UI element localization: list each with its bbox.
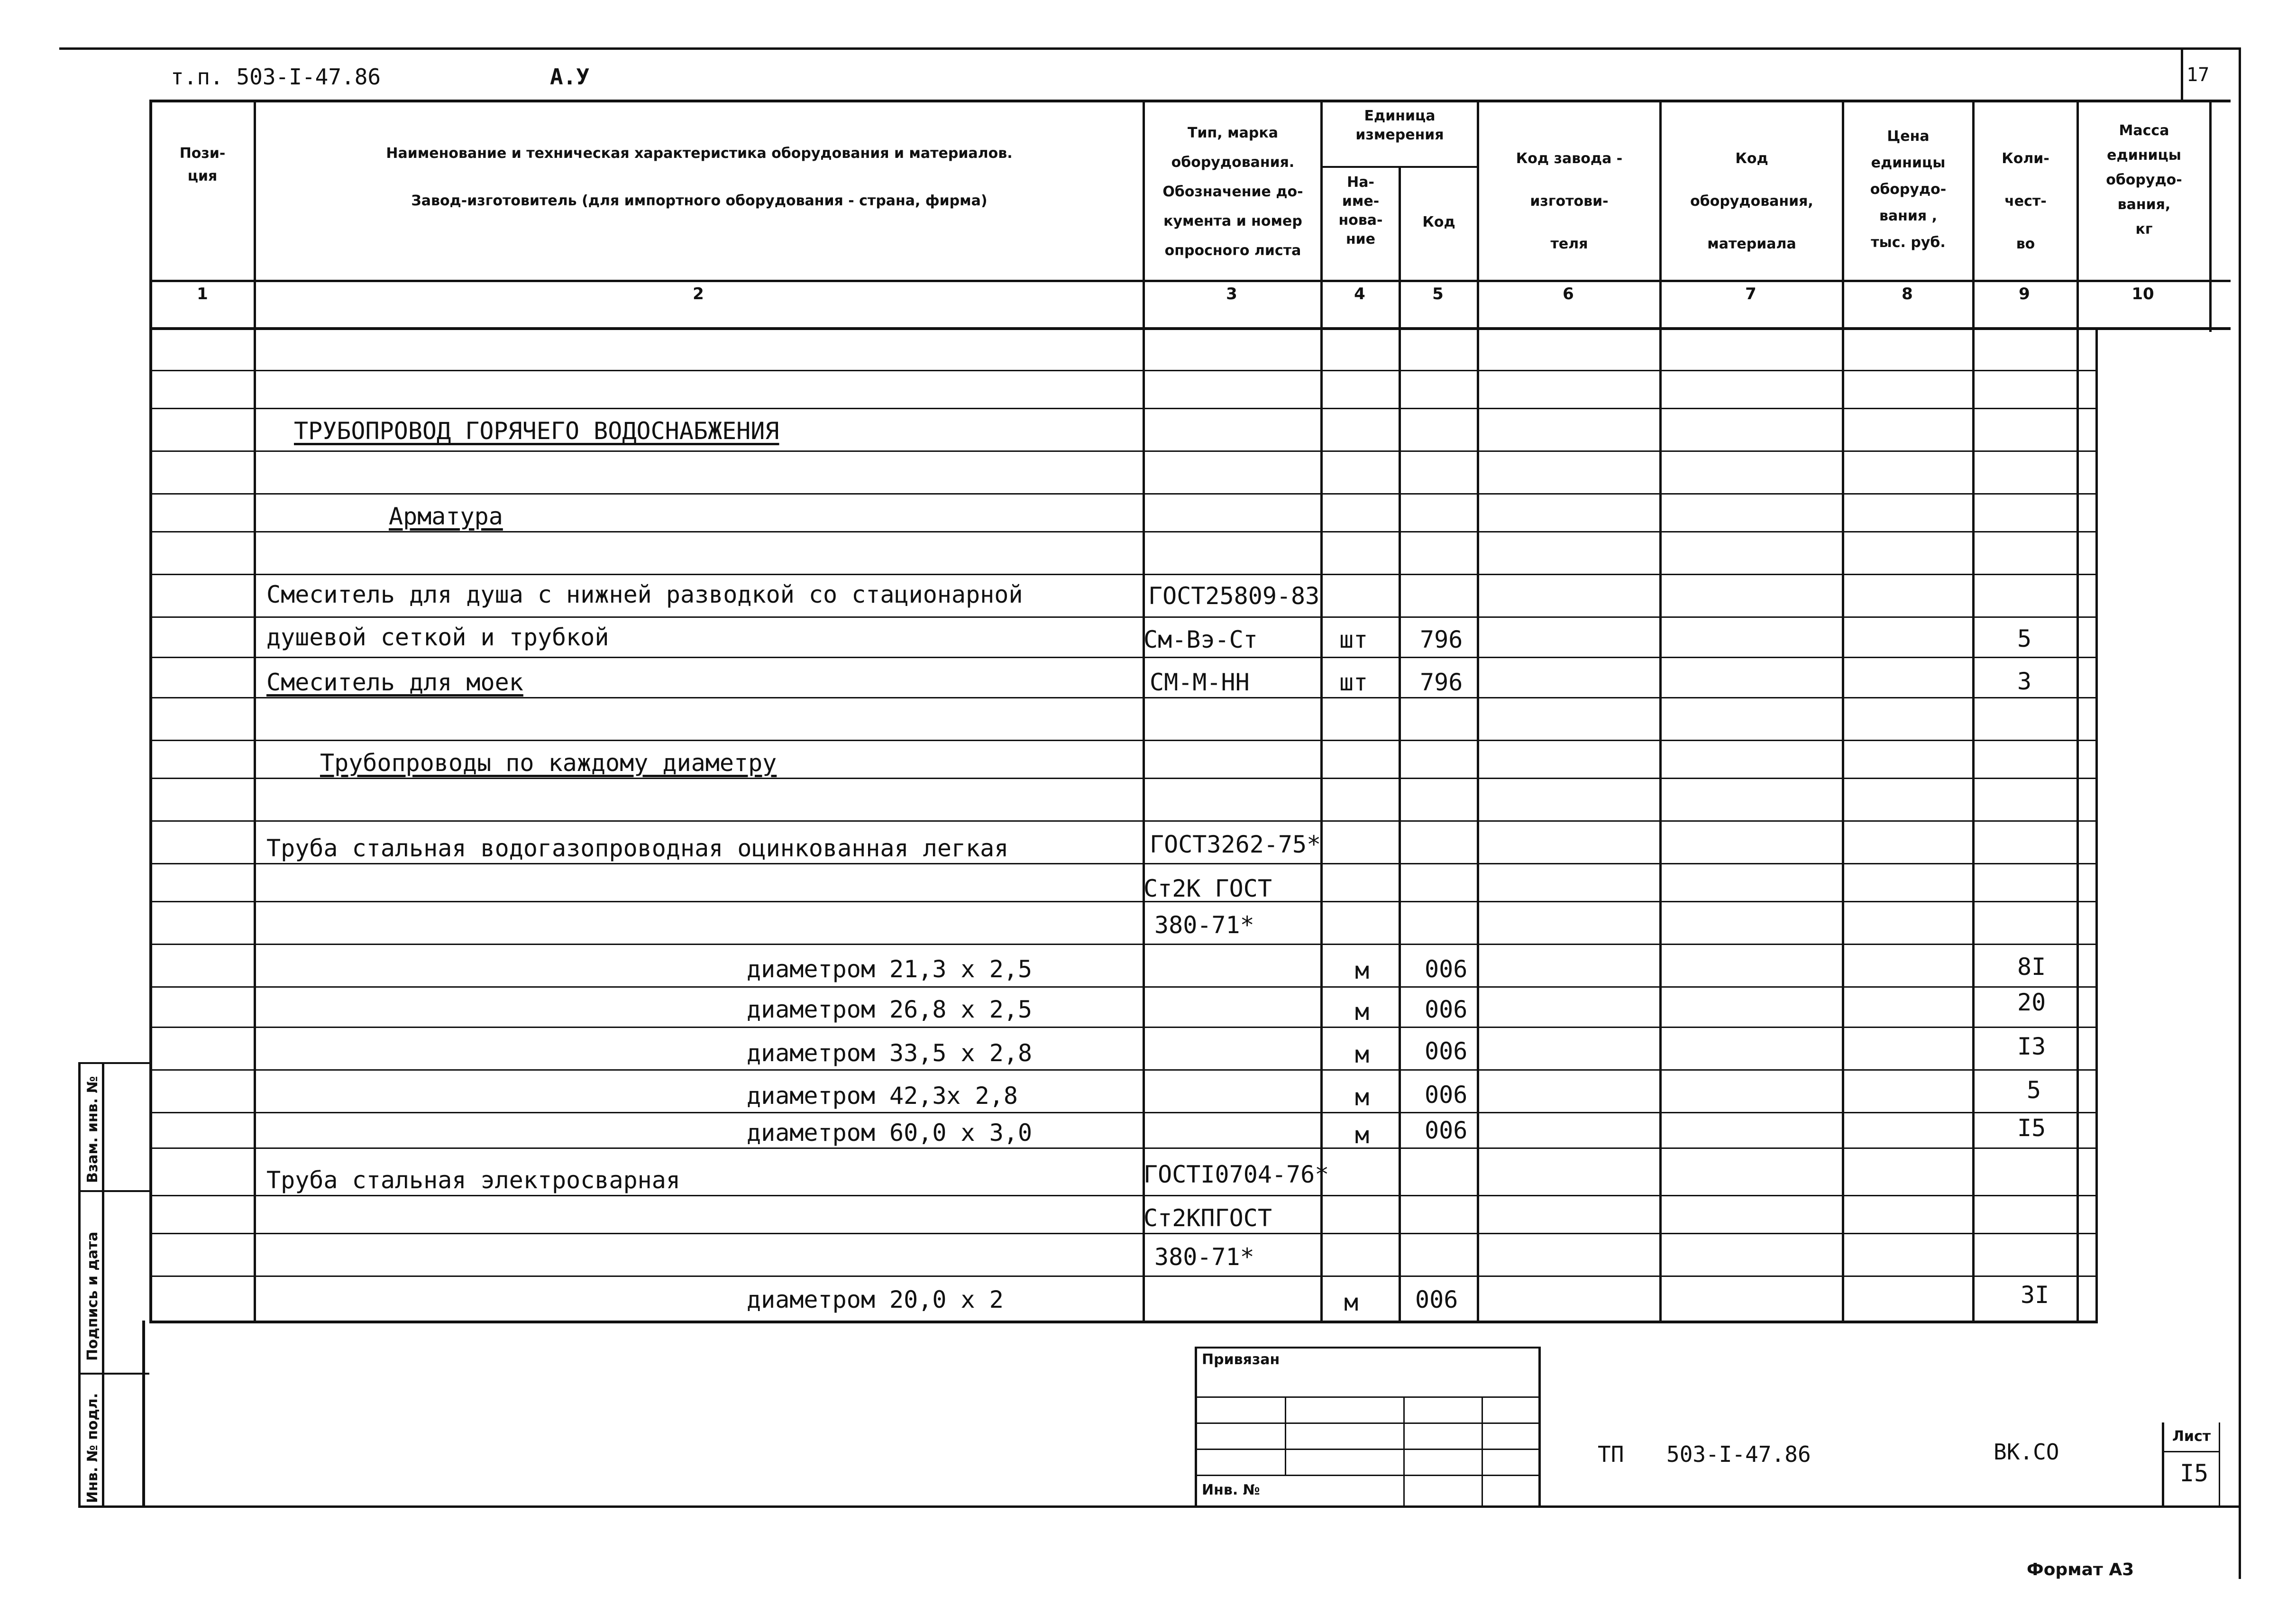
- table-row-separator: [149, 531, 2098, 532]
- col5-header: Код: [1422, 214, 1455, 230]
- doc-code: т.п. 503-I-47.86: [171, 64, 381, 90]
- item-type: ГОСТI0704-76*: [1143, 1161, 1329, 1188]
- col-number-3: 3: [1226, 284, 1237, 303]
- unit-group-header: Единица измерения: [1355, 108, 1444, 143]
- sheet-label: Лист: [2172, 1428, 2211, 1445]
- item-qty: I3: [2017, 1033, 2046, 1060]
- table-row-separator: [149, 1147, 2098, 1149]
- table-row-separator: [149, 740, 2098, 741]
- item-type: Ст2К ГОСТ: [1143, 875, 1272, 902]
- table-row-separator: [149, 493, 2098, 495]
- item-qty: 5: [2027, 1076, 2041, 1104]
- item-name: Труба стальная водогазопроводная оцинкованная легкая: [266, 835, 1009, 862]
- item-type: 380-71*: [1154, 1243, 1254, 1271]
- col3-header: Тип, марка оборудования. Обозначение до- кумента и номер опросного листа: [1162, 125, 1303, 259]
- item-qty: 3: [2017, 668, 2032, 695]
- item-unit: шт: [1339, 626, 1368, 653]
- col-number-2: 2: [693, 284, 704, 303]
- col2-header-line2: Завод-изготовитель (для импортного оборудования - страна, фирма): [411, 193, 988, 209]
- page-corner-number: 17: [2186, 64, 2210, 86]
- item-code: 006: [1425, 1081, 1468, 1109]
- col10-header: Масса единицы оборудо- вания, кг: [2106, 122, 2182, 238]
- table-row-separator: [149, 1112, 2098, 1113]
- col9-header: Коли- чест- во: [2002, 150, 2049, 252]
- item-type: СМ-М-НН: [1150, 669, 1250, 696]
- col-number-9: 9: [2019, 284, 2030, 303]
- item-name: диаметром 33,5 x 2,8: [747, 1039, 1033, 1067]
- privyazan-label: Привязан: [1202, 1351, 1280, 1368]
- right-frame: [2239, 47, 2241, 1579]
- table-row-separator: [149, 1233, 2098, 1234]
- table-row-separator: [149, 657, 2098, 658]
- item-name: диаметром 42,3x 2,8: [747, 1082, 1018, 1110]
- table-row-separator: [149, 1195, 2098, 1196]
- item-name: диаметром 26,8 x 2,5: [747, 996, 1033, 1023]
- item-type: См-Вэ-Ст: [1143, 626, 1258, 653]
- item-code: 796: [1420, 626, 1463, 653]
- format-label: Формат А3: [2027, 1560, 2134, 1579]
- item-code: 796: [1420, 669, 1463, 696]
- item-name: Смеситель для моек: [266, 669, 523, 696]
- table-row-separator: [149, 370, 2098, 371]
- table-row-separator: [149, 697, 2098, 698]
- table-row-separator: [149, 901, 2098, 902]
- side-label-vzam: Взам. инв. №: [84, 1076, 101, 1183]
- item-name: Смеситель для душа с нижней разводкой со стационарной: [266, 581, 1023, 608]
- item-code: 006: [1425, 1037, 1468, 1065]
- col6-header: Код завода - изготови- теля: [1516, 150, 1623, 252]
- sheet-number: I5: [2180, 1459, 2209, 1487]
- table-row-separator: [149, 616, 2098, 618]
- col8-header: Цена единицы оборудо- вания , тыс. руб.: [1870, 128, 1947, 251]
- table-row-separator: [149, 863, 2098, 864]
- col4-header: На- име- нова- ние: [1338, 174, 1383, 248]
- col-number-10: 10: [2131, 284, 2154, 303]
- table-row-separator: [149, 986, 2098, 988]
- table-row-separator: [149, 1027, 2098, 1028]
- item-type: Ст2КПГОСТ: [1143, 1204, 1272, 1232]
- item-name: диаметром 21,3 x 2,5: [747, 955, 1033, 983]
- item-type: ГОСТ25809-83: [1148, 582, 1320, 610]
- col-number-6: 6: [1563, 284, 1574, 303]
- table-row-separator: [149, 1069, 2098, 1071]
- item-qty: 3I: [2021, 1281, 2049, 1309]
- item-unit: шт: [1339, 669, 1368, 696]
- section-title-hot-water: ТРУБОПРОВОД ГОРЯЧЕГО ВОДОСНАБЖЕНИЯ: [294, 417, 779, 445]
- item-name: душевой сеткой и трубкой: [266, 624, 609, 651]
- item-code: 006: [1415, 1286, 1458, 1313]
- item-qty: 8I: [2017, 953, 2046, 981]
- item-unit: м: [1355, 998, 1370, 1026]
- item-unit: м: [1355, 957, 1370, 984]
- item-name: Труба стальная электросварная: [266, 1166, 680, 1194]
- item-unit: м: [1355, 1041, 1370, 1068]
- col7-header: Код оборудования, материала: [1690, 150, 1813, 252]
- stamp-doc-code: 503-I-47.86: [1666, 1441, 1811, 1467]
- item-name: диаметром 20,0 x 2: [747, 1286, 1004, 1313]
- subsection-pipes: Трубопроводы по каждому диаметру: [320, 749, 777, 777]
- table-row-separator: [149, 820, 2098, 822]
- table-row-separator: [149, 778, 2098, 779]
- side-label-inv: Инв. № подл.: [84, 1393, 101, 1503]
- col-number-8: 8: [1902, 284, 1913, 303]
- col-number-1: 1: [197, 284, 208, 303]
- stamp-tp: ТП: [1598, 1441, 1624, 1467]
- item-type: 380-71*: [1154, 911, 1254, 939]
- item-name: диаметром 60,0 x 3,0: [747, 1119, 1033, 1147]
- item-code: 006: [1425, 996, 1468, 1023]
- table-row-separator: [149, 944, 2098, 945]
- item-qty: I5: [2017, 1114, 2046, 1142]
- col-number-4: 4: [1354, 284, 1365, 303]
- item-unit: м: [1344, 1289, 1359, 1316]
- col-number-5: 5: [1432, 284, 1444, 303]
- side-label-podpis: Подпись и дата: [84, 1231, 101, 1361]
- item-type: ГОСТ3262-75*: [1150, 831, 1321, 858]
- item-qty: 20: [2017, 989, 2046, 1016]
- top-line: [59, 47, 2240, 50]
- table-row-separator: [149, 408, 2098, 409]
- col-number-7: 7: [1745, 284, 1756, 303]
- item-unit: м: [1355, 1083, 1370, 1111]
- inv-no-label: Инв. №: [1202, 1482, 1260, 1498]
- table-row-separator: [149, 574, 2098, 575]
- col1-header: Пози- ция: [179, 145, 226, 184]
- item-code: 006: [1425, 955, 1468, 983]
- table-row-separator: [149, 1275, 2098, 1277]
- item-qty: 5: [2017, 625, 2032, 652]
- top-right-box: [2181, 47, 2183, 102]
- table-row-separator: [149, 450, 2098, 452]
- col2-header-line1: Наименование и техническая характеристика оборудования и материалов.: [386, 145, 1013, 162]
- stamp-mark: ВК.СО: [1994, 1439, 2059, 1465]
- album-code: А.У: [550, 64, 590, 90]
- item-code: 006: [1425, 1117, 1468, 1144]
- subsection-armatura: Арматура: [389, 503, 503, 530]
- item-unit: м: [1355, 1121, 1370, 1149]
